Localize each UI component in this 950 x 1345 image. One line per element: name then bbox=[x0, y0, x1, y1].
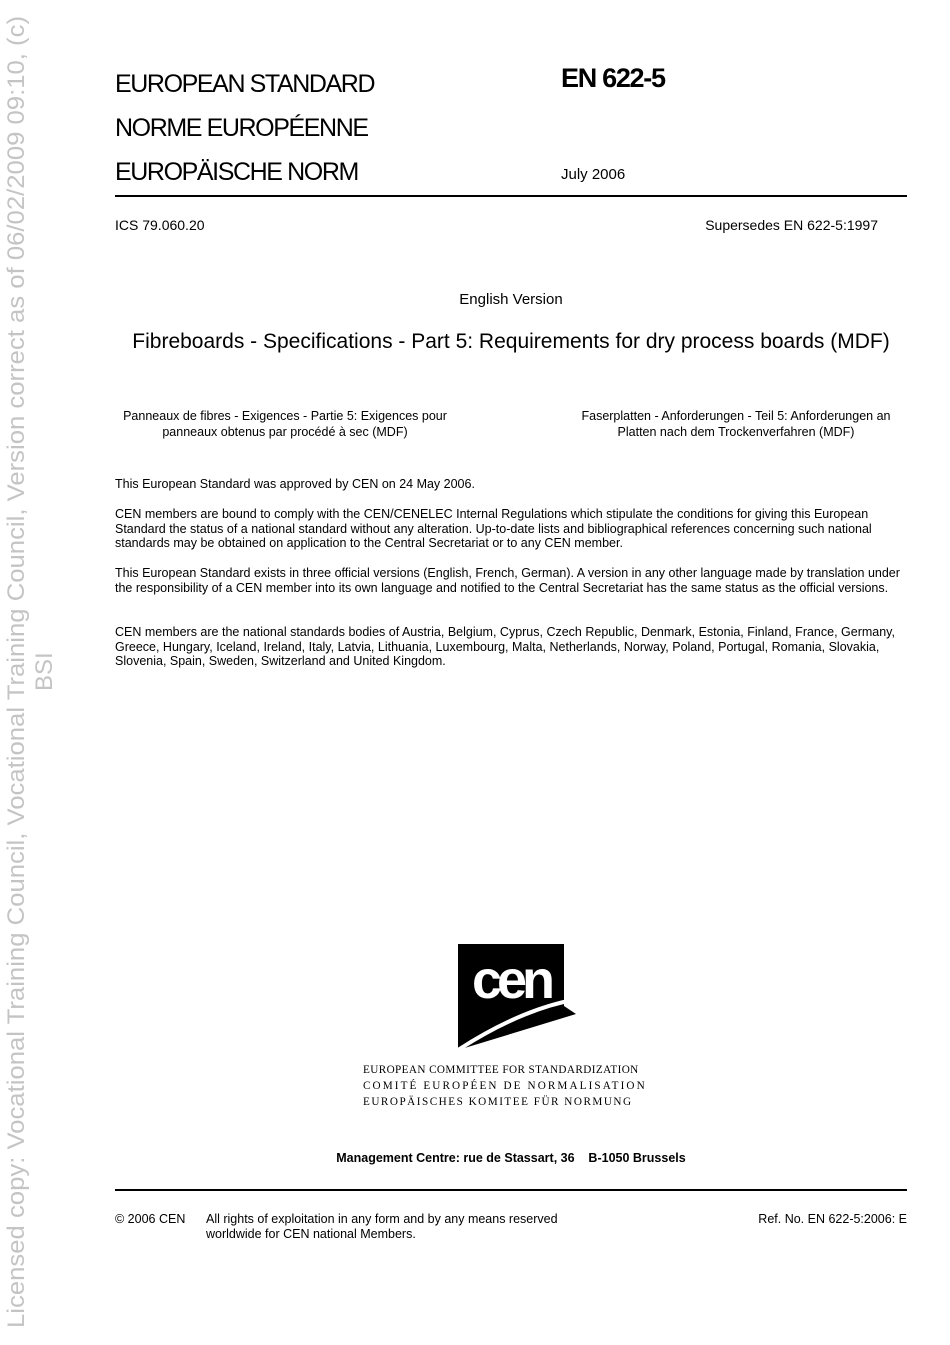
license-watermark bbox=[0, 0, 60, 1345]
title-german: EUROPÄISCHE NORM bbox=[115, 158, 358, 186]
standard-titles bbox=[115, 62, 374, 194]
approval-paragraph: This European Standard was approved by CEN on 24 May 2006. bbox=[115, 477, 475, 491]
committee-names bbox=[363, 1062, 659, 1110]
reference-number: Ref. No. EN 622-5:2006: E bbox=[758, 1212, 907, 1226]
management-centre: Management Centre: rue de Stassart, 36 B-1050 Brussels bbox=[336, 1151, 686, 1165]
header-divider bbox=[115, 195, 907, 197]
french-title: Panneaux de fibres - Exigences - Partie 5: Exigences pour panneaux obtenus par procédé à sec (MDF) bbox=[123, 409, 447, 439]
footer-divider bbox=[115, 1189, 907, 1191]
standard-number: EN 622-5 bbox=[561, 63, 665, 93]
document-title: Fibreboards - Specifications - Part 5: Requirements for dry process boards (MDF) bbox=[132, 330, 890, 353]
watermark-line-1: Licensed copy: Vocational Training Council, Vocational Training Council, Version correct as of 06/02/2009 09:10, (c) bbox=[3, 101, 30, 1328]
title-french: NORME EUROPÉENNE bbox=[115, 114, 368, 142]
german-title: Faserplatten - Anforderungen - Teil 5: Anforderungen an Platten nach dem Trockenverfahren (MDF) bbox=[581, 409, 891, 439]
title-english: EUROPEAN STANDARD bbox=[115, 70, 375, 98]
versions-paragraph: This European Standard exists in three official versions (English, French, German). A version in any other language made by translation under the responsibility of a CEN member into its own language and notified to the Central Secretariat has the same status as the official versions. bbox=[115, 566, 900, 595]
supersedes-note: Supersedes EN 622-5:1997 bbox=[705, 217, 878, 233]
language-version: English Version bbox=[459, 291, 563, 308]
cen-logo bbox=[458, 944, 578, 1050]
ics-code: ICS 79.060.20 bbox=[115, 217, 205, 233]
committee-french: COMITÉ EUROPÉEN DE NORMALISATION bbox=[363, 1080, 647, 1092]
committee-english: EUROPEAN COMMITTEE FOR STANDARDIZATION bbox=[363, 1064, 639, 1076]
copyright-notice: © 2006 CEN bbox=[115, 1212, 186, 1226]
regulations-paragraph: CEN members are bound to comply with the CEN/CENELEC Internal Regulations which stipulate the conditions for giving this European Standard the status of a national standard without any alteration. Up-to-date lists and bibliographical references concerning such national standards may be obtained on application to the Central Secretariat or to any CEN member. bbox=[115, 507, 872, 551]
watermark-line-2: BSI bbox=[31, 652, 58, 691]
publication-date: July 2006 bbox=[561, 166, 626, 183]
members-paragraph: CEN members are the national standards bodies of Austria, Belgium, Cyprus, Czech Republic, Denmark, Estonia, Finland, France, Germany, Greece, Hungary, Iceland, Ireland, Italy, Latvia, Lithuania, Luxembourg, Malta, Netherlands, Norway, Poland, Portugal, Romania, Slovakia, Slovenia, Spain, Sweden, Switzerland and United Kingdom. bbox=[115, 625, 895, 669]
rights-statement: All rights of exploitation in any form and by any means reserved worldwide for CEN national Members. bbox=[206, 1212, 558, 1241]
committee-german: EUROPÄISCHES KOMITEE FÜR NORMUNG bbox=[363, 1096, 633, 1108]
cen-logo-text: cen bbox=[471, 950, 551, 1010]
